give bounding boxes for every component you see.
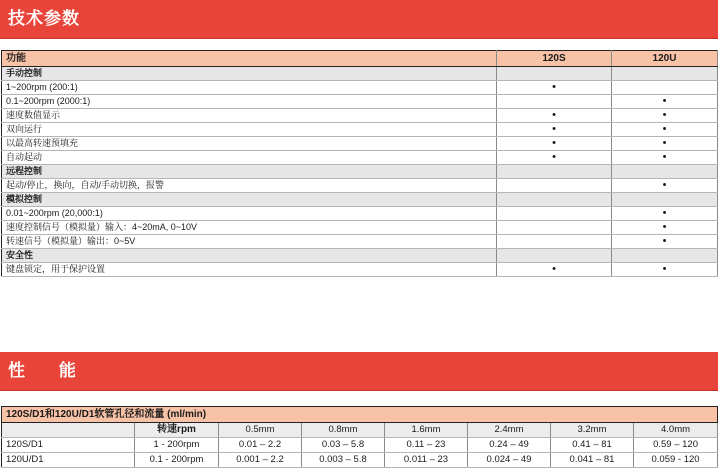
model-120s-availability-cell bbox=[497, 109, 612, 123]
model-120u-availability-dot: • bbox=[662, 235, 667, 247]
specs-section-title: 技术参数 bbox=[8, 9, 80, 29]
feature-column-header: 功能 bbox=[2, 51, 497, 67]
feature-section-row bbox=[2, 249, 718, 263]
speed-range-cell: 1 - 200rpm bbox=[135, 438, 219, 453]
model-120u-column-header: 120U bbox=[612, 51, 718, 67]
model-120s-availability-dot: • bbox=[552, 151, 556, 163]
model-120u-availability-cell bbox=[612, 263, 718, 277]
model-120u-availability-dot: • bbox=[662, 179, 667, 191]
feature-row bbox=[2, 179, 718, 193]
flow-range-cell: 0.24 – 49 bbox=[468, 438, 551, 453]
model-120s-availability-cell bbox=[497, 123, 612, 137]
model-120s-availability-cell bbox=[497, 221, 612, 235]
model-120s-availability-dot: • bbox=[552, 109, 556, 121]
specs-section-banner bbox=[0, 0, 718, 38]
feature-label: 0.01~200rpm (20,000:1) bbox=[2, 207, 497, 221]
model-120u-availability-dot: • bbox=[662, 109, 667, 121]
model-120s-availability-dot: • bbox=[552, 263, 556, 275]
performance-table bbox=[1, 406, 718, 468]
feature-section-empty-cell bbox=[497, 67, 612, 81]
tube-bore-column-header: 0.8mm bbox=[302, 423, 385, 438]
model-120s-availability-cell bbox=[497, 263, 612, 277]
performance-table-caption: 120S/D1和120U/D1软管孔径和流量 (ml/min) bbox=[2, 407, 718, 423]
feature-row bbox=[2, 109, 718, 123]
model-120u-availability-cell bbox=[612, 221, 718, 235]
model-120u-availability-dot: • bbox=[662, 151, 667, 163]
model-120u-availability-dot: • bbox=[662, 95, 667, 107]
model-120u-availability-cell bbox=[612, 235, 718, 249]
feature-label: 双向运行 bbox=[2, 123, 497, 137]
feature-section-row bbox=[2, 67, 718, 81]
feature-label: 速度控制信号（模拟量）输入：4~20mA, 0~10V bbox=[2, 221, 497, 235]
features-table bbox=[1, 50, 718, 277]
feature-label: 自动起动 bbox=[2, 151, 497, 165]
flow-range-cell: 0.024 – 49 bbox=[468, 453, 551, 468]
model-120s-availability-cell bbox=[497, 207, 612, 221]
flow-range-cell: 0.003 – 5.8 bbox=[302, 453, 385, 468]
model-120s-availability-cell bbox=[497, 151, 612, 165]
feature-row bbox=[2, 263, 718, 277]
model-120s-availability-cell bbox=[497, 95, 612, 109]
feature-section-label: 安全性 bbox=[2, 249, 497, 263]
model-120u-availability-cell bbox=[612, 151, 718, 165]
model-120u-availability-cell bbox=[612, 95, 718, 109]
performance-table-body bbox=[2, 423, 718, 468]
feature-section-row bbox=[2, 193, 718, 207]
flow-range-cell: 0.041 – 81 bbox=[551, 453, 634, 468]
feature-section-label: 手动控制 bbox=[2, 67, 497, 81]
flow-range-cell: 0.01 – 2.2 bbox=[219, 438, 302, 453]
feature-row bbox=[2, 137, 718, 151]
feature-section-row bbox=[2, 165, 718, 179]
flow-range-cell: 0.41 – 81 bbox=[551, 438, 634, 453]
feature-section-empty-cell bbox=[497, 193, 612, 207]
flow-range-cell: 0.011 – 23 bbox=[385, 453, 468, 468]
feature-section-empty-cell bbox=[612, 67, 718, 81]
model-name-cell: 120S/D1 bbox=[2, 438, 135, 453]
model-120u-availability-cell bbox=[612, 179, 718, 193]
feature-row bbox=[2, 207, 718, 221]
performance-header-blank bbox=[2, 423, 135, 438]
feature-section-empty-cell bbox=[497, 165, 612, 179]
speed-range-cell: 0.1 - 200rpm bbox=[135, 453, 219, 468]
model-120u-availability-cell bbox=[612, 81, 718, 95]
flow-range-cell: 0.001 – 2.2 bbox=[219, 453, 302, 468]
tube-bore-column-header: 2.4mm bbox=[468, 423, 551, 438]
feature-section-empty-cell bbox=[612, 249, 718, 263]
tube-bore-column-header: 0.5mm bbox=[219, 423, 302, 438]
performance-row bbox=[2, 453, 718, 468]
model-120s-availability-cell bbox=[497, 235, 612, 249]
model-120s-column-header: 120S bbox=[497, 51, 612, 67]
feature-row bbox=[2, 95, 718, 109]
feature-section-empty-cell bbox=[612, 165, 718, 179]
feature-label: 以最高转速预填充 bbox=[2, 137, 497, 151]
model-120s-availability-cell bbox=[497, 137, 612, 151]
feature-label: 0.1~200rpm (2000:1) bbox=[2, 95, 497, 109]
model-120s-availability-cell bbox=[497, 81, 612, 95]
model-120s-availability-cell bbox=[497, 179, 612, 193]
features-header-row bbox=[2, 51, 718, 67]
model-120u-availability-cell bbox=[612, 207, 718, 221]
feature-label: 1~200rpm (200:1) bbox=[2, 81, 497, 95]
flow-range-cell: 0.03 – 5.8 bbox=[302, 438, 385, 453]
feature-row bbox=[2, 123, 718, 137]
model-120u-availability-dot: • bbox=[662, 207, 667, 219]
flow-range-cell: 0.11 – 23 bbox=[385, 438, 468, 453]
model-120u-availability-cell bbox=[612, 123, 718, 137]
feature-section-empty-cell bbox=[497, 249, 612, 263]
feature-row bbox=[2, 151, 718, 165]
feature-label: 速度数值显示 bbox=[2, 109, 497, 123]
performance-row bbox=[2, 438, 718, 453]
feature-row bbox=[2, 235, 718, 249]
model-120u-availability-dot: • bbox=[662, 263, 667, 275]
tube-bore-column-header: 4.0mm bbox=[634, 423, 718, 438]
feature-label: 键盘锁定，用于保护设置 bbox=[2, 263, 497, 277]
feature-section-empty-cell bbox=[612, 193, 718, 207]
feature-section-label: 远程控制 bbox=[2, 165, 497, 179]
tube-bore-column-header: 1.6mm bbox=[385, 423, 468, 438]
model-120u-availability-dot: • bbox=[662, 123, 667, 135]
tube-bore-column-header: 3.2mm bbox=[551, 423, 634, 438]
model-120s-availability-dot: • bbox=[552, 123, 556, 135]
model-name-cell: 120U/D1 bbox=[2, 453, 135, 468]
model-120u-availability-dot: • bbox=[662, 221, 667, 233]
feature-row bbox=[2, 221, 718, 235]
model-120s-availability-dot: • bbox=[552, 81, 556, 93]
model-120s-availability-dot: • bbox=[552, 137, 556, 149]
performance-section-banner bbox=[0, 352, 718, 390]
model-120u-availability-cell bbox=[612, 109, 718, 123]
feature-label: 转速信号（模拟量）输出：0~5V bbox=[2, 235, 497, 249]
model-120u-availability-dot: • bbox=[662, 137, 667, 149]
speed-column-header: 转速rpm bbox=[135, 423, 219, 438]
feature-row bbox=[2, 81, 718, 95]
feature-label: 起动/停止，换向，自动/手动切换，报警 bbox=[2, 179, 497, 193]
flow-range-cell: 0.059 - 120 bbox=[634, 453, 718, 468]
flow-range-cell: 0.59 – 120 bbox=[634, 438, 718, 453]
features-table-body bbox=[2, 67, 718, 277]
performance-section-title: 性 能 bbox=[8, 361, 90, 381]
feature-section-label: 模拟控制 bbox=[2, 193, 497, 207]
performance-header-row bbox=[2, 423, 718, 438]
model-120u-availability-cell bbox=[612, 137, 718, 151]
